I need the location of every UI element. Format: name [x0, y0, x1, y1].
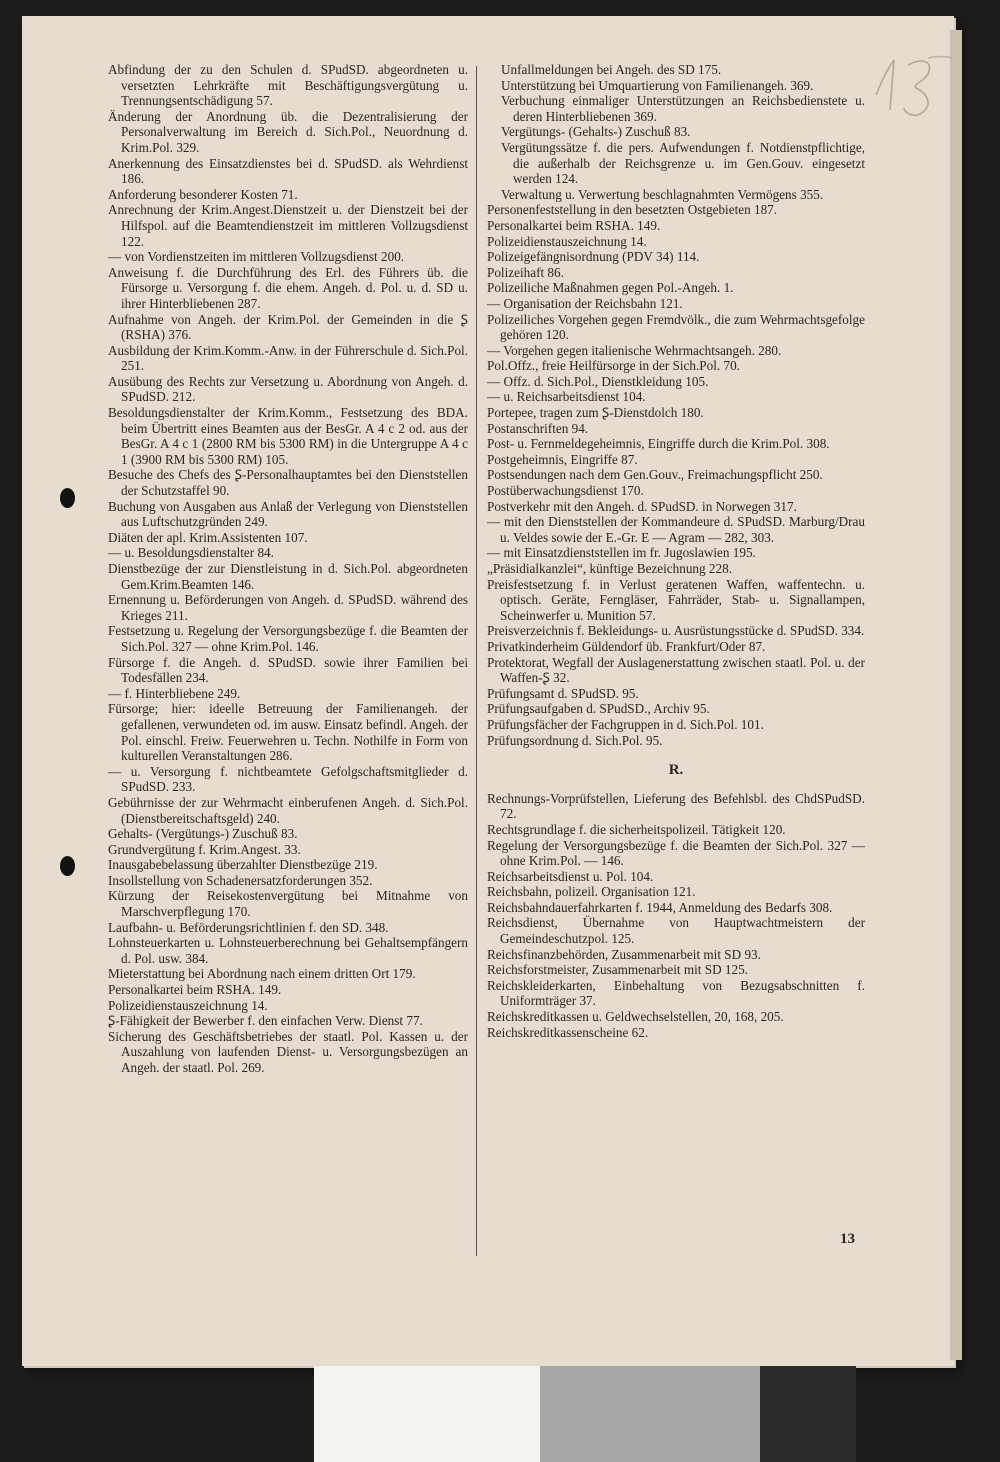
index-entry: Rechtsgrundlage f. die sicherheitspolizeil. Tätigkeit 120. — [487, 821, 786, 837]
color-strip-grey — [540, 1366, 760, 1462]
index-entry: Reichsbahn, polizeil. Organisation 121. — [487, 884, 696, 900]
index-entry: Portepee, tragen zum Ʂ-Dienstdolch 180. — [487, 405, 704, 421]
index-entry: Ʂ-Fähigkeit der Bewerber f. den einfachen Verw. Dienst 77. — [108, 1013, 423, 1029]
index-entry: Reichsfinanzbehörden, Zusammenarbeit mit SD 93. — [487, 946, 761, 962]
index-entry: Reichsbahndauerfahrkarten f. 1944, Anmeldung des Bedarfs 308. — [487, 899, 833, 915]
index-entry: — Offz. d. Sich.Pol., Dienstkleidung 105. — [487, 373, 709, 389]
index-entry: Polizeigefängnisordnung (PDV 34) 114. — [487, 249, 700, 265]
punch-hole-upper — [60, 488, 75, 508]
handwritten-page-mark — [868, 50, 958, 135]
left-column — [108, 62, 468, 1076]
index-entry: Mieterstattung bei Abordnung nach einem dritten Ort 179. — [108, 966, 416, 982]
index-entry: Reichsdienst, Übernahme von Hauptwachtmeistern der Gemeindeschutzpol. 125. — [487, 915, 865, 947]
index-entry: — Organisation der Reichsbahn 121. — [487, 295, 683, 311]
index-entry: Ausbildung der Krim.Komm.-Anw. in der Führerschule d. Sich.Pol. 251. — [108, 342, 468, 374]
index-entry: Preisfestsetzung f. in Verlust geratenen Waffen, waffentechn. u. optisch. Geräte, Ferngläser, Fahrräder, Stab- u. Signallampen, Scheinwerfer u. Munition 57. — [487, 576, 865, 623]
index-entry: Aufnahme von Angeh. der Krim.Pol. der Gemeinden in die Ʂ (RSHA) 376. — [108, 311, 468, 343]
index-entry: — mit den Dienststellen der Kommandeure d. SPudSD. Marburg/Drau u. Veldes sowie der E.-Gr. E — Agram — 282, 303. — [487, 514, 865, 545]
page-edge — [950, 30, 962, 1360]
index-entry: Reichsarbeitsdienst u. Pol. 104. — [487, 868, 654, 884]
color-strip-dark — [760, 1366, 856, 1462]
index-entry: Abfindung der zu den Schulen d. SPudSD. abgeordneten u. versetzten Lehrkräfte mit Beschäftigungsvergütung u. Trennungsentschädigung 57. — [108, 62, 468, 109]
index-entry: — von Vordienstzeiten im mittleren Vollzugsdienst 200. — [108, 249, 405, 265]
index-entry: Vergütungssätze f. die pers. Aufwendungen f. Notdienstpflichtige, die außerhalb der Reichsgrenze u. im Gen.Gouv. eingesetzt werden 124. — [501, 139, 865, 187]
index-entry: Polizeiliche Maßnahmen gegen Pol.-Angeh. 1. — [487, 280, 734, 296]
index-entry: Buchung von Ausgaben aus Anlaß der Verlegung von Dienststellen aus Luftschutzgründen 249. — [108, 498, 468, 530]
punch-hole-lower — [60, 856, 75, 876]
index-entry: Postsendungen nach dem Gen.Gouv., Freimachungspflicht 250. — [487, 467, 823, 483]
column-divider — [476, 66, 477, 1256]
index-entry: Postgeheimnis, Eingriffe 87. — [487, 451, 638, 467]
index-entry: Anrechnung der Krim.Angest.Dienstzeit u. der Dienstzeit bei der Hilfspol. auf die Beamtendienstzeit im mittleren Vollzugsdienst 122. — [108, 202, 468, 249]
index-entry: Vergütungs- (Gehalts-) Zuschuß 83. — [501, 124, 691, 140]
index-entry: Reichskreditkassenscheine 62. — [487, 1024, 649, 1040]
index-entry: Postanschriften 94. — [487, 420, 589, 436]
index-entry: Prüfungsaufgaben d. SPudSD., Archiv 95. — [487, 701, 710, 717]
index-entry: Laufbahn- u. Beförderungsrichtlinien f. den SD. 348. — [108, 919, 389, 935]
index-entry: Kürzung der Reisekostenvergütung bei Mitnahme von Marschverpflegung 170. — [108, 888, 468, 920]
index-entry: — Vorgehen gegen italienische Wehrmachtsangeh. 280. — [487, 342, 782, 358]
index-entry: Post- u. Fernmeldegeheimnis, Eingriffe durch die Krim.Pol. 308. — [487, 436, 830, 452]
index-entry: Polizeiliches Vorgehen gegen Fremdvölk., die zum Wehrmachtsgefolge gehören 120. — [487, 311, 865, 343]
index-entry: Ernennung u. Beförderungen von Angeh. d. SPudSD. während des Krieges 211. — [108, 592, 468, 623]
index-entry: Fürsorge f. die Angeh. d. SPudSD. sowie ihrer Familien bei Todesfällen 234. — [108, 654, 468, 686]
page-number: 13 — [840, 1231, 855, 1247]
index-entry: Postverkehr mit den Angeh. d. SPudSD. in Norwegen 317. — [487, 498, 797, 514]
index-entry: Ausübung des Rechts zur Versetzung u. Abordnung von Angeh. d. SPudSD. 212. — [108, 373, 468, 405]
index-entry: Reichsforstmeister, Zusammenarbeit mit SD 125. — [487, 962, 748, 978]
index-entry: Änderung der Anordnung üb. die Dezentralisierung der Personalverwaltung im Bereich d. Sich.Pol., Neuordnung d. Krim.Pol. 329. — [108, 108, 468, 155]
section-letter-heading: R. — [668, 762, 684, 779]
index-entry: Lohnsteuerkarten u. Lohnsteuerberechnung bei Gehaltsempfängern d. Pol. usw. 384. — [108, 935, 468, 966]
index-entry: Dienstbezüge der zur Dienstleistung in d. Sich.Pol. abgeordneten Gem.Krim.Beamten 146. — [108, 561, 468, 592]
index-entry: Pol.Offz., freie Heilfürsorge in der Sich.Pol. 70. — [487, 358, 740, 374]
index-entry: Besuche des Chefs des Ʂ-Personalhauptamtes bei den Dienststellen der Schutzstaffel 90. — [108, 467, 468, 499]
index-entry: Prüfungsfächer der Fachgruppen in d. Sich.Pol. 101. — [487, 716, 764, 732]
index-entry: Gebührnisse der zur Wehrmacht einberufenen Angeh. d. Sich.Pol. (Dienstbereitschaftsgeld) 240. — [108, 794, 468, 826]
index-entry: Personenfeststellung in den besetzten Ostgebieten 187. — [487, 202, 778, 218]
right-column — [487, 62, 865, 1040]
index-entry: Polizeidienstauszeichnung 14. — [108, 997, 268, 1013]
index-entry: — u. Versorgung f. nichtbeamtete Gefolgschaftsmitglieder d. SPudSD. 233. — [108, 763, 468, 795]
index-entry: Preisverzeichnis f. Bekleidungs- u. Ausrüstungsstücke d. SPudSD. 334. — [487, 623, 865, 639]
index-entry: Polizeihaft 86. — [487, 264, 564, 280]
index-entry: Postüberwachungsdienst 170. — [487, 483, 644, 499]
index-entry: Besoldungsdienstalter der Krim.Komm., Festsetzung des BDA. beim Übertritt eines Beamten aus der BesGr. A 4 c 2 od. aus der BesGr. A 4 c 1 (2800 RM bis 5300 RM) in die Untergruppe A 4 c 1 (3900 RM bis 5300 RM) 105. — [108, 405, 468, 467]
color-strip-white — [314, 1366, 540, 1462]
index-entry: Personalkartei beim RSHA. 149. — [487, 217, 661, 233]
index-entry: Fürsorge; hier: ideelle Betreuung der Familienangeh. der gefallenen, verwundeten od. im ausw. Einsatz befindl. Angeh. der Pol. einschl. Freiw. Feuerwehren u. Techn. Nothilfe in Form von kulturellen Veranstaltungen 286. — [108, 701, 468, 764]
index-entry: Verbuchung einmaliger Unterstützungen an Reichsbedienstete u. deren Hinterbliebenen 369. — [501, 93, 865, 124]
index-entry: Personalkartei beim RSHA. 149. — [108, 982, 282, 998]
index-entry: Privatkinderheim Güldendorf üb. Frankfurt/Oder 87. — [487, 638, 766, 654]
index-entry: — u. Besoldungsdienstalter 84. — [108, 545, 274, 561]
index-entry: Verwaltung u. Verwertung beschlagnahmten Vermögens 355. — [501, 186, 824, 202]
index-entry: Protektorat, Wegfall der Auslagenerstattung zwischen staatl. Pol. u. der Waffen-Ʂ 32. — [487, 654, 865, 686]
index-entry: Rechnungs-Vorprüfstellen, Lieferung des Befehlsbl. des ChdSPudSD. 72. — [487, 790, 865, 822]
index-entry: Diäten der apl. Krim.Assistenten 107. — [108, 529, 308, 545]
index-entry: „Präsidialkanzlei“, künftige Bezeichnung 228. — [487, 561, 732, 576]
index-entry: Polizeidienstauszeichnung 14. — [487, 233, 647, 249]
index-entry: Unterstützung bei Umquartierung von Familienangeh. 369. — [501, 77, 814, 93]
index-entry: Grundvergütung f. Krim.Angest. 33. — [108, 841, 301, 857]
index-entry: — u. Reichsarbeitsdienst 104. — [487, 389, 646, 405]
index-entry: Prüfungsamt d. SPudSD. 95. — [487, 685, 639, 701]
index-entry: Unfallmeldungen bei Angeh. des SD 175. — [501, 62, 722, 77]
index-entry: Sicherung des Geschäftsbetriebes der staatl. Pol. Kassen u. der Auszahlung von laufenden Dienst- u. Versorgungsbezügen an Angeh. der staatl. Pol. 269. — [108, 1028, 468, 1075]
index-entry: Regelung der Versorgungsbezüge f. die Beamten der Sich.Pol. 327 — ohne Krim.Pol. — 146. — [487, 837, 865, 869]
index-entry: Festsetzung u. Regelung der Versorgungsbezüge f. die Beamten der Sich.Pol. 327 — ohne Krim.Pol. 146. — [108, 623, 468, 654]
index-entry: — f. Hinterbliebene 249. — [108, 685, 241, 701]
index-entry: Inausgabebelassung überzahlter Dienstbezüge 219. — [108, 857, 378, 873]
index-entry: Anforderung besonderer Kosten 71. — [108, 186, 298, 202]
index-entry: Insollstellung von Schadenersatzforderungen 352. — [108, 872, 373, 888]
index-entry: Gehalts- (Vergütungs-) Zuschuß 83. — [108, 826, 298, 842]
index-entry: Reichskreditkassen u. Geldwechselstellen, 20, 168, 205. — [487, 1009, 784, 1025]
index-entry: Anerkennung des Einsatzdienstes bei d. SPudSD. als Wehrdienst 186. — [108, 155, 468, 187]
index-entry: — mit Einsatzdienststellen im fr. Jugoslawien 195. — [487, 545, 756, 561]
index-entry: Anweisung f. die Durchführung des Erl. des Führers üb. die Fürsorge u. Versorgung f. die ehem. Angeh. d. Pol. u. d. SD u. ihrer Hinterbliebenen 287. — [108, 264, 468, 311]
index-entry: Reichskleiderkarten, Einbehaltung von Bezugsabschnitten f. Uniformträger 37. — [487, 977, 865, 1009]
index-entry: Prüfungsordnung d. Sich.Pol. 95. — [487, 732, 663, 748]
